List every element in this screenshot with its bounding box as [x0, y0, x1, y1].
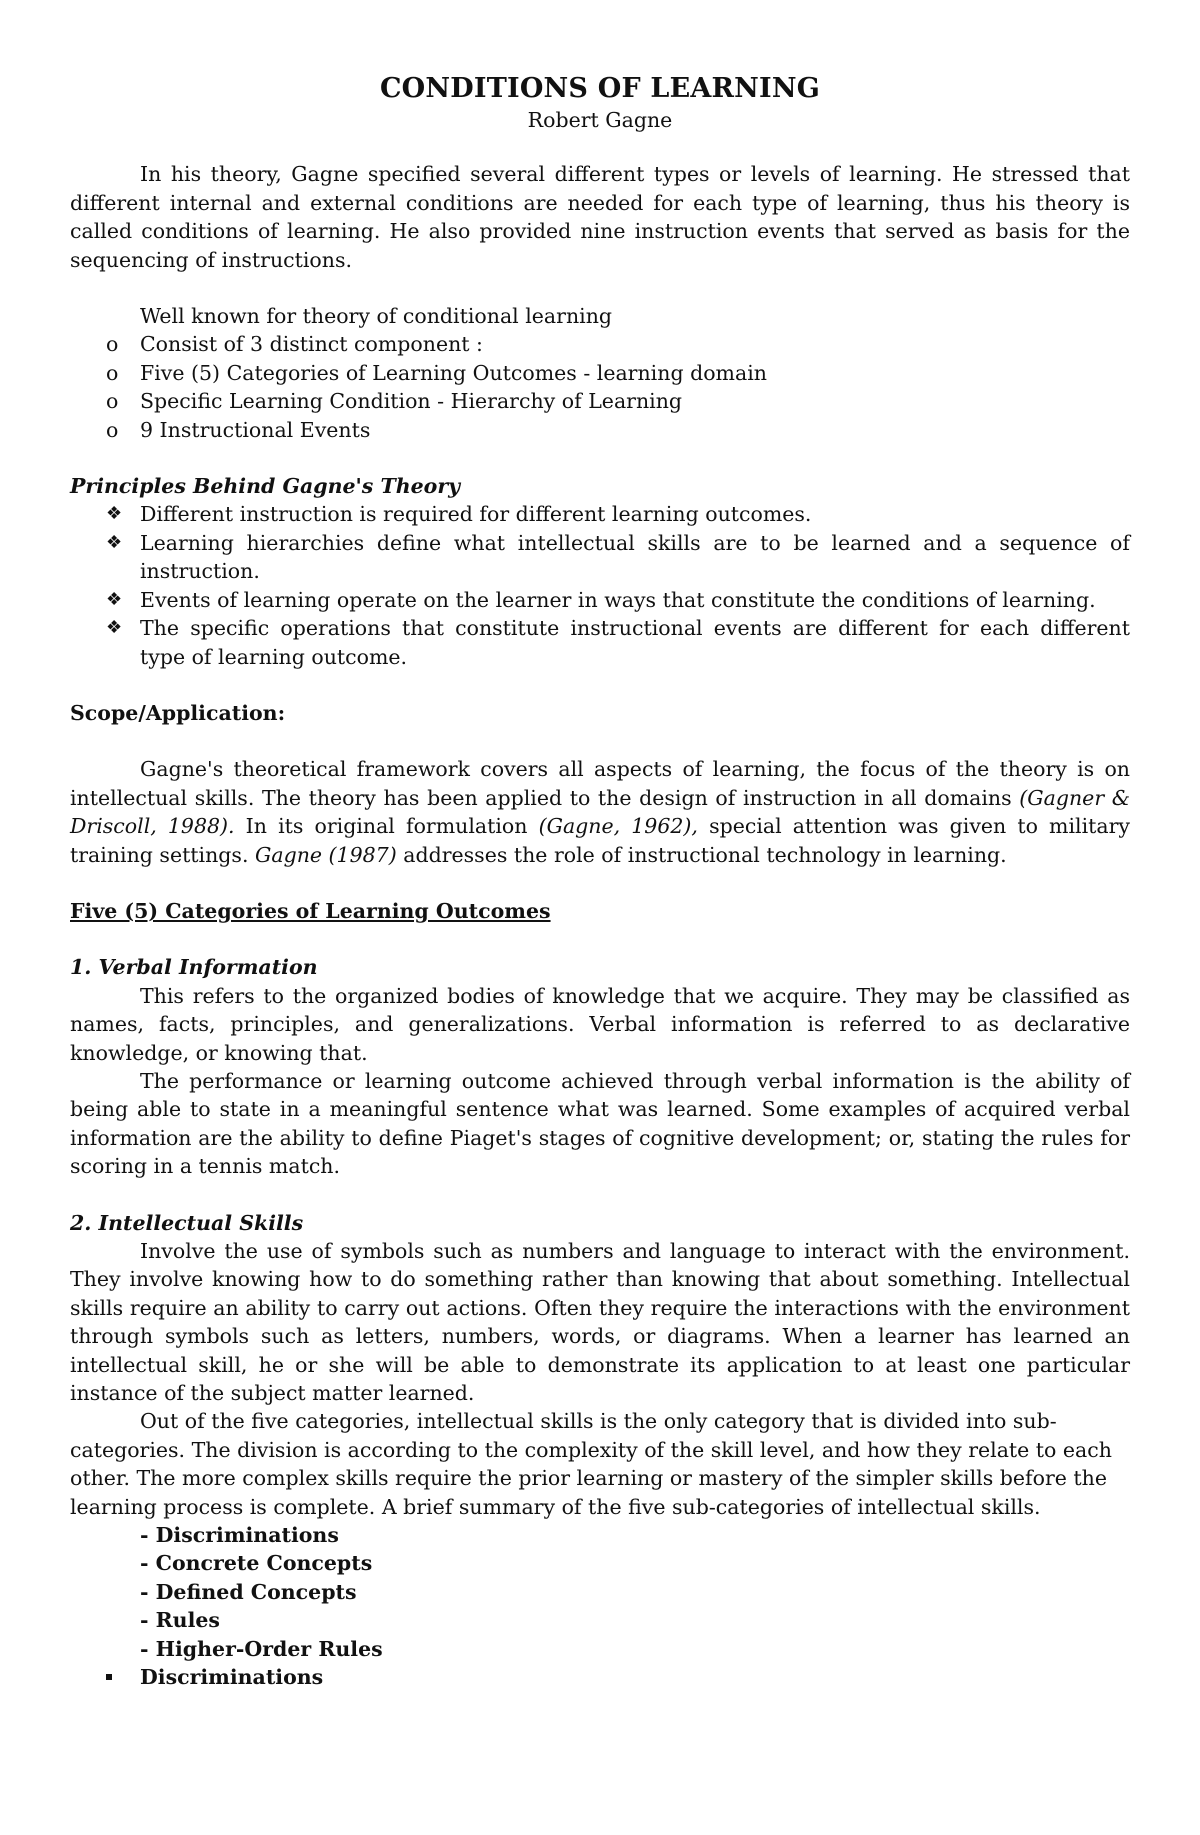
- bullet-o-icon: o: [106, 417, 119, 442]
- list-item: o 9 Instructional Events: [70, 416, 1130, 444]
- list-item: - Higher-Order Rules: [140, 1636, 383, 1661]
- bullet-o-icon: o: [106, 360, 119, 385]
- diamond-bullet-icon: ❖: [106, 531, 123, 553]
- list-item: - Discriminations: [140, 1523, 339, 1548]
- diamond-bullet-icon: ❖: [106, 588, 123, 610]
- known-list: [70, 330, 1130, 444]
- intellectual-paragraph-2: Out of the five categories, intellectual skills is the only category that is divided into sub-categories. The division is according to the complexity of the skill level, and how they relate to each other. The more complex skills require the prior learning or mastery of the simpler skills before the learning process is complete. A brief summary of the five sub-categories of intellectual skills.: [70, 1409, 1112, 1519]
- page-title: CONDITIONS OF LEARNING: [379, 73, 821, 104]
- scope-paragraph: Gagne's theoretical framework covers all aspects of learning, the focus of the theory is on intellectual skills. The theory has been applied to the design of instruction in all domains (Gagner & Driscoll, 1988). In its original formulation (Gagne, 1962), special attention was given to military training settings. Gagne (1987) addresses the role of instructional technology in learning.: [70, 757, 1130, 867]
- list-item: - Rules: [140, 1608, 220, 1633]
- intellectual-heading: 2. Intellectual Skills: [70, 1210, 304, 1235]
- verbal-paragraph-2: The performance or learning outcome achieved through verbal information is the ability of being able to state in a meaningful sentence what was learned. Some examples of acquired verbal information are the ability to define Piaget's stages of cognitive development; or, stating the rules for scoring in a tennis match.: [70, 1068, 1130, 1179]
- diamond-bullet-icon: ❖: [106, 617, 123, 639]
- list-item: ❖ The specific operations that constitute instructional events are different for each different type of learning outcome.: [106, 616, 1130, 669]
- known-lead: Well known for theory of conditional learning: [140, 304, 613, 329]
- diamond-bullet-icon: ❖: [106, 503, 123, 525]
- citation: Gagne (1987): [254, 842, 397, 867]
- author-name: Robert Gagne: [527, 108, 673, 132]
- list-item: ❖ Different instruction is required for different learning outcomes.: [70, 500, 1130, 528]
- bullet-o-icon: o: [106, 389, 119, 414]
- list-item: - Concrete Concepts: [140, 1551, 373, 1576]
- verbal-paragraph-1: This refers to the organized bodies of knowledge that we acquire. They may be classified as names, facts, principles, and generalizations. Verbal information is referred to as declarative knowledge, or knowing that.: [70, 983, 1130, 1065]
- list-item: Discriminations: [70, 1663, 1130, 1691]
- principles-list: [70, 500, 1130, 670]
- list-item: o Consist of 3 distinct component :: [70, 330, 1130, 358]
- principles-heading: Principles Behind Gagne's Theory: [70, 474, 461, 499]
- citation: (Gagne, 1962),: [538, 814, 698, 839]
- intro-paragraph: In his theory, Gagne specified several different types or levels of learning. He stressed that different internal and external conditions are needed for each type of learning, thus his theory is called conditions of learning. He also provided nine instruction events that served as basis for the sequencing of instructions.: [70, 162, 1130, 272]
- list-item: - Defined Concepts: [140, 1579, 357, 1604]
- list-item: o Five (5) Categories of Learning Outcomes - learning domain: [70, 359, 1130, 387]
- verbal-heading: 1. Verbal Information: [70, 955, 318, 980]
- known-block: [70, 302, 1130, 444]
- scope-heading: Scope/Application:: [70, 700, 286, 725]
- square-bullet-icon: [106, 1674, 112, 1680]
- list-item: o Specific Learning Condition - Hierarchy of Learning: [70, 387, 1130, 415]
- subcategory-list: [70, 1521, 1130, 1663]
- citation: (Gagner & Driscoll, 1988).: [70, 785, 1130, 839]
- categories-heading: Five (5) Categories of Learning Outcomes: [70, 898, 551, 923]
- list-item: ❖ Events of learning operate on the learner in ways that constitute the conditions of learning.: [70, 586, 1130, 614]
- intellectual-paragraph-1: Involve the use of symbols such as numbers and language to interact with the environment. They involve knowing how to do something rather than knowing that about something. Intellectual skills require an ability to carry out actions. Often they require the interactions with the environment through symbols such as letters, numbers, words, or diagrams. When a learner has learned an intellectual skill, he or she will be able to demonstrate its application to at least one particular instance of the subject matter learned.: [70, 1239, 1130, 1406]
- bullet-o-icon: o: [106, 332, 119, 357]
- list-item: ❖ Learning hierarchies define what intellectual skills are to be learned and a sequence of instruction.: [106, 530, 1130, 584]
